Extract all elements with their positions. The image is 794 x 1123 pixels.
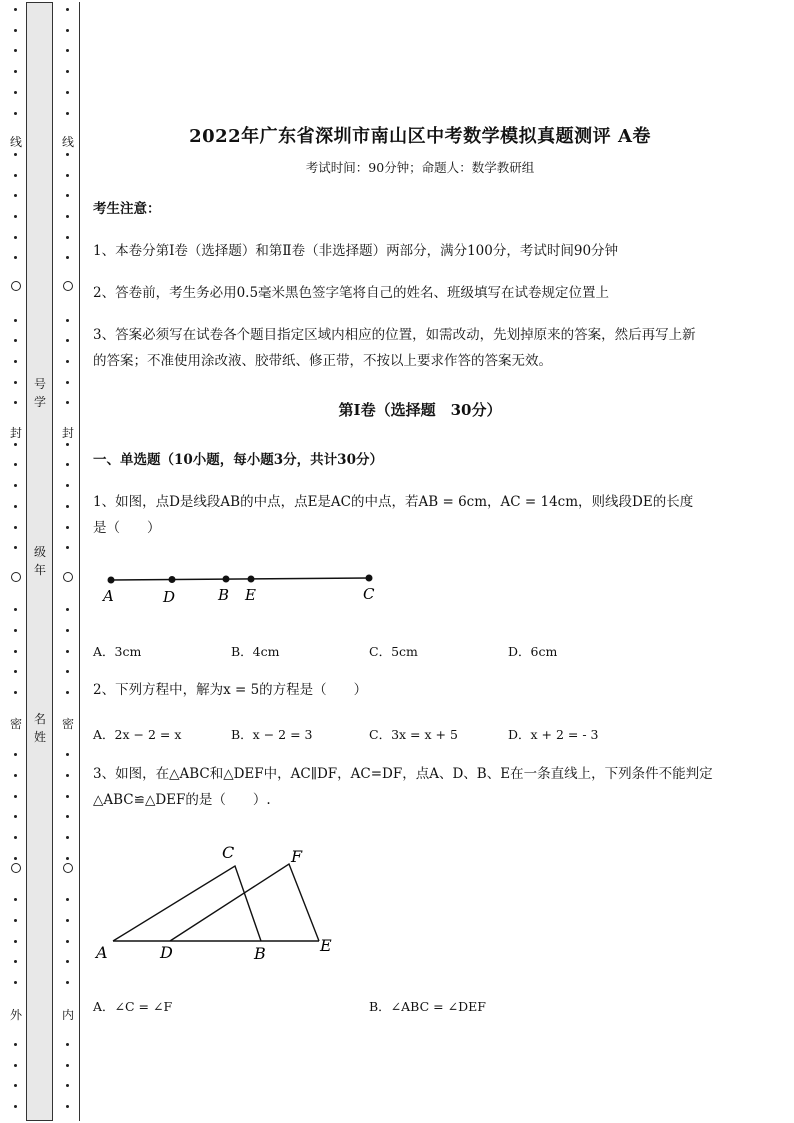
- question-2-option-d: D．x + 2 = - 3: [508, 727, 599, 742]
- binding-dot: [14, 49, 17, 52]
- binding-dot: [14, 1064, 17, 1067]
- notice-heading: 考生注意：: [93, 201, 161, 217]
- binding-dot: [14, 629, 17, 632]
- margin-circle-icon: [11, 572, 21, 582]
- label-b: B: [218, 586, 230, 604]
- binding-dot: [14, 112, 17, 115]
- binding-dot: [14, 795, 17, 798]
- binding-dot: [14, 546, 17, 549]
- part-heading: 一、单选题（10小题，每小题3分，共计30分）: [93, 452, 383, 468]
- binding-dot: [66, 836, 69, 839]
- binding-dot: [14, 360, 17, 363]
- page-title: 2022年广东省深圳市南山区中考数学模拟真题测评 A卷: [189, 126, 651, 147]
- notice-item: 2、答卷前，考生务必用0.5毫米黑色签字笔将自己的姓名、班级填写在试卷规定位置上: [93, 285, 610, 301]
- point-b: [223, 576, 230, 583]
- label-b: B: [254, 944, 266, 963]
- margin-char-nei-inner: 内: [62, 1008, 75, 1022]
- question-3-option-b: B．∠ABC = ∠DEF: [369, 999, 486, 1014]
- question-1-option-d: D．6cm: [508, 644, 558, 659]
- binding-dot: [14, 484, 17, 487]
- binding-dot: [66, 650, 69, 653]
- binding-dot: [14, 339, 17, 342]
- binding-dot: [14, 608, 17, 611]
- binding-dot: [66, 1043, 69, 1046]
- margin-label-grade: 级年: [33, 545, 46, 577]
- binding-dot: [66, 360, 69, 363]
- question-1-option-c: C．5cm: [369, 644, 418, 659]
- binding-dot: [66, 215, 69, 218]
- label-a: A: [103, 587, 114, 605]
- binding-dot: [14, 526, 17, 529]
- margin-circle-icon: [63, 281, 73, 291]
- margin-char-xian-inner: 线: [62, 135, 75, 149]
- label-e: E: [320, 936, 332, 955]
- margin-char-feng-outer: 封: [10, 426, 23, 440]
- binding-dot: [14, 91, 17, 94]
- binding-dot: [66, 919, 69, 922]
- binding-dot: [14, 753, 17, 756]
- binding-dot: [14, 463, 17, 466]
- question-2-option-a: A．2x − 2 = x: [93, 727, 182, 742]
- binding-dot: [66, 91, 69, 94]
- binding-dot: [14, 836, 17, 839]
- binding-dot: [14, 857, 17, 860]
- binding-inner-column: [55, 2, 80, 1121]
- binding-dot: [14, 8, 17, 11]
- binding-dot: [14, 1084, 17, 1087]
- binding-dot: [66, 1064, 69, 1067]
- notice-item: 1、本卷分第I卷（选择题）和第Ⅱ卷（非选择题）两部分，满分100分，考试时间90分钟: [93, 243, 619, 259]
- binding-dot: [66, 940, 69, 943]
- segment-ac: [111, 578, 369, 580]
- margin-label-student-number: 号学: [33, 377, 46, 409]
- margin-char-xian-outer: 线: [10, 135, 23, 149]
- binding-dot: [14, 215, 17, 218]
- binding-dot: [66, 526, 69, 529]
- margin-char-mi-outer: 密: [10, 717, 23, 731]
- binding-dot: [14, 256, 17, 259]
- binding-dot: [14, 70, 17, 73]
- binding-dot: [66, 112, 69, 115]
- label-f: F: [291, 847, 303, 866]
- binding-dot: [14, 981, 17, 984]
- binding-dot: [14, 898, 17, 901]
- margin-char-wai-outer: 外: [10, 1008, 23, 1022]
- binding-dot: [14, 960, 17, 963]
- binding-dot: [14, 650, 17, 653]
- binding-dot: [14, 815, 17, 818]
- binding-dot: [66, 795, 69, 798]
- binding-dot: [14, 194, 17, 197]
- question-2-option-c: C．3x = x + 5: [369, 727, 458, 742]
- notice-item: 3、答案必须写在试卷各个题目指定区域内相应的位置，如需改动，先划掉原来的答案，然后再写上新: [93, 327, 696, 343]
- question-1-option-a: A．3cm: [93, 644, 142, 659]
- binding-dot: [14, 319, 17, 322]
- binding-dot: [66, 774, 69, 777]
- binding-dot: [14, 236, 17, 239]
- binding-dot: [14, 401, 17, 404]
- binding-dot: [14, 505, 17, 508]
- binding-dot: [14, 774, 17, 777]
- margin-char-feng-inner: 封: [62, 426, 75, 440]
- section-title: 第I卷（选择题 30分）: [338, 401, 502, 419]
- margin-circle-icon: [11, 863, 21, 873]
- margin-label-name: 名姓: [33, 712, 46, 744]
- question-3-stem-cont: △ABC≌△DEF的是（ ）.: [93, 792, 271, 808]
- binding-dot: [14, 1043, 17, 1046]
- question-3-option-a: A．∠C = ∠F: [93, 999, 173, 1014]
- binding-dot: [14, 919, 17, 922]
- binding-dot: [66, 29, 69, 32]
- notice-item: 的答案；不准使用涂改液、胶带纸、修正带，不按以上要求作答的答案无效。: [93, 353, 552, 369]
- binding-dot: [14, 381, 17, 384]
- binding-dot: [66, 8, 69, 11]
- label-e: E: [245, 586, 256, 604]
- question-2-option-b: B．x − 2 = 3: [231, 727, 313, 742]
- binding-dot: [66, 443, 69, 446]
- triangle-def: [170, 864, 319, 941]
- label-c: C: [363, 585, 375, 603]
- question-3-figure: [90, 838, 350, 968]
- label-d: D: [160, 943, 173, 962]
- binding-dot: [66, 153, 69, 156]
- binding-dot: [14, 153, 17, 156]
- binding-dot: [66, 174, 69, 177]
- label-d: D: [163, 588, 176, 606]
- exam-info: 考试时间：90分钟；命题人：数学教研组: [305, 160, 535, 175]
- point-e: [248, 576, 255, 583]
- question-1-figure: [95, 565, 395, 610]
- question-1-option-b: B．4cm: [231, 644, 280, 659]
- point-a: [108, 577, 115, 584]
- label-c: C: [222, 843, 235, 862]
- binding-dot: [66, 381, 69, 384]
- margin-circle-icon: [63, 863, 73, 873]
- point-d: [169, 576, 176, 583]
- binding-dot: [14, 1105, 17, 1108]
- margin-circle-icon: [63, 572, 73, 582]
- question-2-stem: 2、下列方程中，解为x = 5的方程是（ ）: [93, 682, 368, 698]
- margin-circle-icon: [11, 281, 21, 291]
- margin-char-mi-inner: 密: [62, 717, 75, 731]
- binding-dot: [66, 629, 69, 632]
- binding-dot: [66, 981, 69, 984]
- binding-dot: [66, 319, 69, 322]
- binding-dot: [66, 236, 69, 239]
- binding-dot: [66, 857, 69, 860]
- binding-dot: [14, 670, 17, 673]
- binding-dot: [14, 691, 17, 694]
- point-c: [366, 575, 373, 582]
- binding-dot: [14, 29, 17, 32]
- binding-dot: [14, 443, 17, 446]
- binding-dot: [66, 505, 69, 508]
- question-3-stem: 3、如图，在△ABC和△DEF中，AC∥DF，AC=DF，点A、D、B、E在一条直线上，下列条件不能判定: [93, 766, 713, 782]
- binding-dot: [14, 940, 17, 943]
- label-a: A: [96, 943, 108, 962]
- binding-dot: [14, 174, 17, 177]
- question-1-stem: 1、如图，点D是线段AB的中点，点E是AC的中点，若AB = 6cm，AC = 14cm，则线段DE的长度: [93, 494, 694, 510]
- question-1-stem-cont: 是（ ）: [93, 520, 161, 536]
